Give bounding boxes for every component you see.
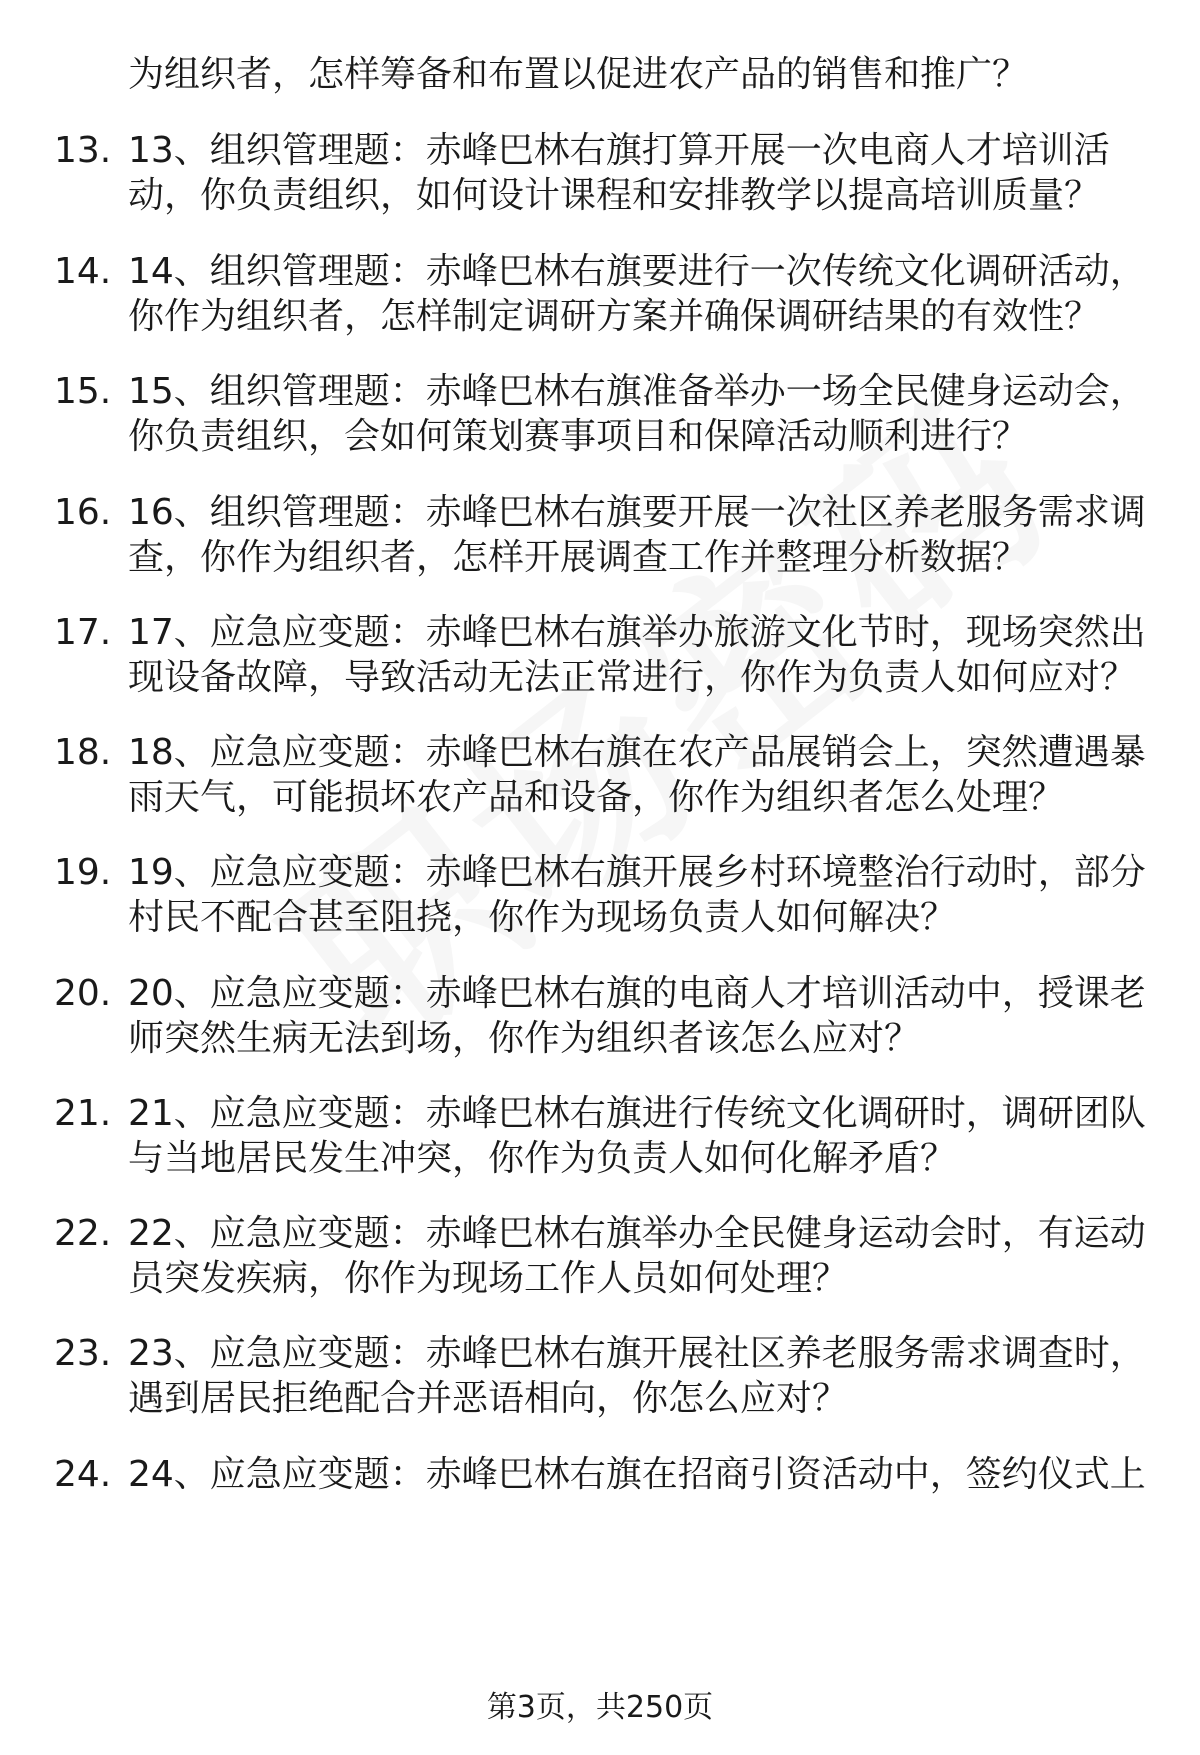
item-line: 24、应急应变题：赤峰巴林右旗在招商引资活动中，签约仪式上	[128, 1454, 1146, 1495]
item-line: 遇到居民拒绝配合并恶语相向，你怎么应对？	[128, 1378, 849, 1419]
item-line: 18、应急应变题：赤峰巴林右旗在农产品展销会上，突然遭遇暴	[128, 732, 1146, 773]
item-number: 21.	[54, 1093, 112, 1134]
continuation-line: 为组织者，怎样筹备和布置以促进农产品的销售和推广？	[128, 54, 1029, 95]
item-line: 15、组织管理题：赤峰巴林右旗准备举办一场全民健身运动会，	[128, 371, 1146, 412]
item-line: 现设备故障，导致活动无法正常进行，你作为负责人如何应对？	[128, 657, 1137, 698]
item-number: 23.	[54, 1333, 112, 1374]
item-line: 师突然生病无法到场，你作为组织者该怎么应对？	[128, 1018, 921, 1059]
item-line: 21、应急应变题：赤峰巴林右旗进行传统文化调研时，调研团队	[128, 1093, 1146, 1134]
item-line: 20、应急应变题：赤峰巴林右旗的电商人才培训活动中，授课老	[128, 973, 1146, 1014]
item-line: 13、组织管理题：赤峰巴林右旗打算开展一次电商人才培训活	[128, 130, 1110, 171]
item-line: 查，你作为组织者，怎样开展调查工作并整理分析数据？	[128, 537, 1029, 578]
page-footer: 第3页，共250页	[486, 1690, 714, 1725]
item-line: 19、应急应变题：赤峰巴林右旗开展乡村环境整治行动时，部分	[128, 852, 1146, 893]
item-number: 15.	[54, 371, 112, 412]
item-line: 雨天气，可能损坏农产品和设备，你作为组织者怎么处理？	[128, 777, 1065, 818]
item-line: 你负责组织，会如何策划赛事项目和保障活动顺利进行？	[128, 416, 1029, 457]
item-line: 16、组织管理题：赤峰巴林右旗要开展一次社区养老服务需求调	[128, 492, 1146, 533]
item-line: 22、应急应变题：赤峰巴林右旗举办全民健身运动会时，有运动	[128, 1213, 1146, 1254]
item-line: 与当地居民发生冲突，你作为负责人如何化解矛盾？	[128, 1138, 957, 1179]
item-number: 22.	[54, 1213, 112, 1254]
item-line: 动，你负责组织，如何设计课程和安排教学以提高培训质量？	[128, 175, 1101, 216]
item-number: 20.	[54, 973, 112, 1014]
item-number: 13.	[54, 130, 112, 171]
item-number: 19.	[54, 852, 112, 893]
item-line: 14、组织管理题：赤峰巴林右旗要进行一次传统文化调研活动，	[128, 251, 1146, 292]
item-number: 16.	[54, 492, 112, 533]
item-number: 24.	[54, 1454, 112, 1495]
item-line: 17、应急应变题：赤峰巴林右旗举办旅游文化节时，现场突然出	[128, 612, 1146, 653]
item-line: 你作为组织者，怎样制定调研方案并确保调研结果的有效性？	[128, 296, 1101, 337]
item-line: 23、应急应变题：赤峰巴林右旗开展社区养老服务需求调查时，	[128, 1333, 1146, 1374]
item-line: 员突发疾病，你作为现场工作人员如何处理？	[128, 1258, 849, 1299]
item-number: 14.	[54, 251, 112, 292]
item-number: 18.	[54, 732, 112, 773]
item-line: 村民不配合甚至阻挠，你作为现场负责人如何解决？	[128, 897, 957, 938]
item-number: 17.	[54, 612, 112, 653]
